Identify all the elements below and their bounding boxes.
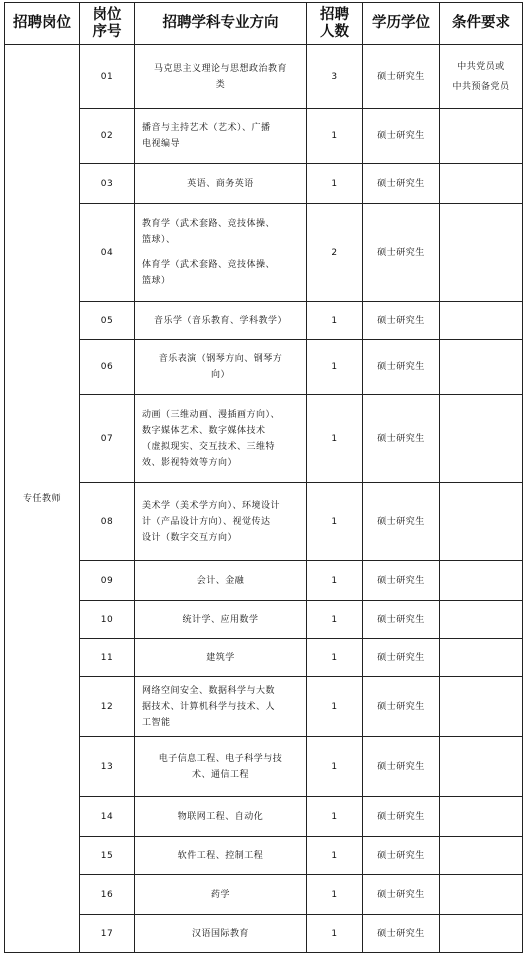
table-row [5, 737, 523, 797]
row-direction [135, 915, 307, 953]
row-direction [135, 737, 307, 797]
direction-line: 电视编导 [142, 139, 181, 149]
direction-line: 音乐学（音乐教育、学科教学） [153, 315, 287, 326]
direction-line: 播音与主持艺术（艺术）、广播 [142, 123, 271, 133]
row-degree: 硕士研究生 [363, 601, 440, 639]
table-row [5, 164, 523, 204]
row-direction [135, 797, 307, 837]
row-degree: 硕士研究生 [363, 639, 440, 677]
direction-line: 软件工程、控制工程 [177, 850, 264, 861]
row-condition [440, 109, 523, 164]
row-count: 1 [307, 837, 363, 875]
row-condition [440, 204, 523, 302]
row-degree: 硕士研究生 [363, 561, 440, 601]
table-row [5, 915, 523, 953]
direction-line: 类 [215, 79, 226, 90]
direction-line: 网络空间安全、数据科学与大数 [142, 685, 276, 696]
row-direction [135, 639, 307, 677]
direction-line: 马克思主义理论与思想政治教育 [153, 63, 287, 74]
direction-line: 动画（三维动画、漫插画方向）、 [142, 409, 281, 420]
row-condition [440, 601, 523, 639]
direction-line: 建筑学 [206, 652, 235, 663]
row-degree: 硕士研究生 [363, 164, 440, 204]
row-degree: 硕士研究生 [363, 797, 440, 837]
row-direction [135, 302, 307, 340]
row-degree: 硕士研究生 [363, 395, 440, 483]
table-row [5, 561, 523, 601]
row-condition [440, 915, 523, 953]
row-condition [440, 677, 523, 737]
header-number: 岗位 序号 [80, 3, 135, 45]
row-degree: 硕士研究生 [363, 109, 440, 164]
condition-line: 中共党员或 [457, 61, 505, 72]
row-condition [440, 639, 523, 677]
direction-line: 术、通信工程 [191, 769, 249, 780]
row-degree: 硕士研究生 [363, 483, 440, 561]
row-condition [440, 45, 523, 109]
direction-line: 工智能 [142, 717, 171, 728]
direction-line: 美术学（美术学方向）、环境设计 [142, 500, 281, 511]
row-number: 03 [80, 164, 135, 204]
position-cell: 专任教师 [5, 45, 80, 953]
row-number: 14 [80, 797, 135, 837]
row-number: 06 [80, 340, 135, 395]
row-count: 1 [307, 395, 363, 483]
row-direction [135, 204, 307, 302]
row-count: 1 [307, 109, 363, 164]
direction-line: 篮球）、 [142, 235, 176, 245]
direction-line: 汉语国际教育 [191, 928, 249, 939]
row-condition [440, 164, 523, 204]
table-row [5, 837, 523, 875]
direction-line: 篮球） [142, 276, 171, 286]
row-count: 1 [307, 915, 363, 953]
header-row [5, 3, 523, 45]
direction-line [142, 248, 303, 257]
row-degree: 硕士研究生 [363, 737, 440, 797]
direction-line: 体育学（武术套路、竞技体操、 [142, 260, 276, 270]
row-count: 1 [307, 797, 363, 837]
header-position: 招聘岗位 [5, 3, 80, 45]
table-row [5, 395, 523, 483]
row-count: 1 [307, 483, 363, 561]
row-condition [440, 875, 523, 915]
table-row [5, 601, 523, 639]
row-count: 1 [307, 561, 363, 601]
table-row [5, 677, 523, 737]
row-count: 1 [307, 737, 363, 797]
row-count: 1 [307, 875, 363, 915]
row-count: 1 [307, 340, 363, 395]
row-degree: 硕士研究生 [363, 45, 440, 109]
direction-line: 音乐表演（钢琴方向、钢琴方 [158, 354, 283, 364]
row-count: 1 [307, 164, 363, 204]
row-number: 07 [80, 395, 135, 483]
row-degree: 硕士研究生 [363, 915, 440, 953]
row-direction [135, 109, 307, 164]
direction-line: 统计学、应用数学 [182, 614, 259, 625]
condition-line: 中共预备党员 [452, 81, 510, 92]
direction-line: 设计（数字交互方向） [142, 532, 238, 543]
row-degree: 硕士研究生 [363, 837, 440, 875]
row-number: 15 [80, 837, 135, 875]
direction-line: 数字媒体艺术、数字媒体技术 [142, 425, 266, 436]
row-count: 1 [307, 639, 363, 677]
row-degree: 硕士研究生 [363, 677, 440, 737]
row-degree: 硕士研究生 [363, 340, 440, 395]
direction-line: 据技术、计算机科学与技术、人 [142, 701, 276, 712]
table-row [5, 109, 523, 164]
row-count: 2 [307, 204, 363, 302]
row-number: 08 [80, 483, 135, 561]
table-row [5, 483, 523, 561]
row-number: 13 [80, 737, 135, 797]
row-condition [440, 837, 523, 875]
table-row [5, 204, 523, 302]
table-row [5, 45, 523, 109]
row-condition [440, 395, 523, 483]
row-direction [135, 677, 307, 737]
header-direction: 招聘学科专业方向 [135, 3, 307, 45]
row-degree: 硕士研究生 [363, 204, 440, 302]
direction-line: 会计、金融 [196, 575, 245, 586]
header-condition: 条件要求 [440, 3, 523, 45]
row-degree: 硕士研究生 [363, 302, 440, 340]
table-body [5, 45, 523, 953]
direction-line: 电子信息工程、电子科学与技 [158, 753, 283, 764]
direction-line: 计（产品设计方向）、视觉传达 [142, 516, 271, 527]
row-number: 10 [80, 601, 135, 639]
row-number: 12 [80, 677, 135, 737]
row-direction [135, 45, 307, 109]
row-number: 05 [80, 302, 135, 340]
row-number: 01 [80, 45, 135, 109]
direction-line: （虚拟现实、交互技术、三维特 [142, 441, 276, 452]
row-count: 1 [307, 677, 363, 737]
row-direction [135, 340, 307, 395]
row-direction [135, 395, 307, 483]
row-number: 16 [80, 875, 135, 915]
table-row [5, 639, 523, 677]
row-direction [135, 561, 307, 601]
row-count: 1 [307, 302, 363, 340]
direction-line: 向） [210, 370, 230, 380]
row-degree: 硕士研究生 [363, 875, 440, 915]
row-number: 09 [80, 561, 135, 601]
row-condition [440, 561, 523, 601]
row-direction [135, 875, 307, 915]
row-number: 04 [80, 204, 135, 302]
recruitment-table [4, 2, 523, 953]
row-number: 17 [80, 915, 135, 953]
table-row [5, 302, 523, 340]
direction-line: 物联网工程、自动化 [177, 811, 264, 822]
row-number: 11 [80, 639, 135, 677]
direction-line: 英语、商务英语 [187, 178, 254, 189]
header-degree: 学历学位 [363, 3, 440, 45]
row-direction [135, 837, 307, 875]
header-count: 招聘 人数 [307, 3, 363, 45]
row-direction [135, 483, 307, 561]
row-direction [135, 601, 307, 639]
row-condition [440, 737, 523, 797]
row-direction [135, 164, 307, 204]
table-row [5, 340, 523, 395]
row-condition [440, 797, 523, 837]
row-condition [440, 302, 523, 340]
row-condition [440, 483, 523, 561]
direction-line: 效、影视特效等方向） [142, 457, 238, 468]
row-number: 02 [80, 109, 135, 164]
table-row [5, 875, 523, 915]
row-count: 3 [307, 45, 363, 109]
row-condition [440, 340, 523, 395]
table-row [5, 797, 523, 837]
direction-line: 教育学（武术套路、竞技体操、 [142, 219, 276, 229]
row-count: 1 [307, 601, 363, 639]
direction-line: 药学 [210, 889, 230, 900]
